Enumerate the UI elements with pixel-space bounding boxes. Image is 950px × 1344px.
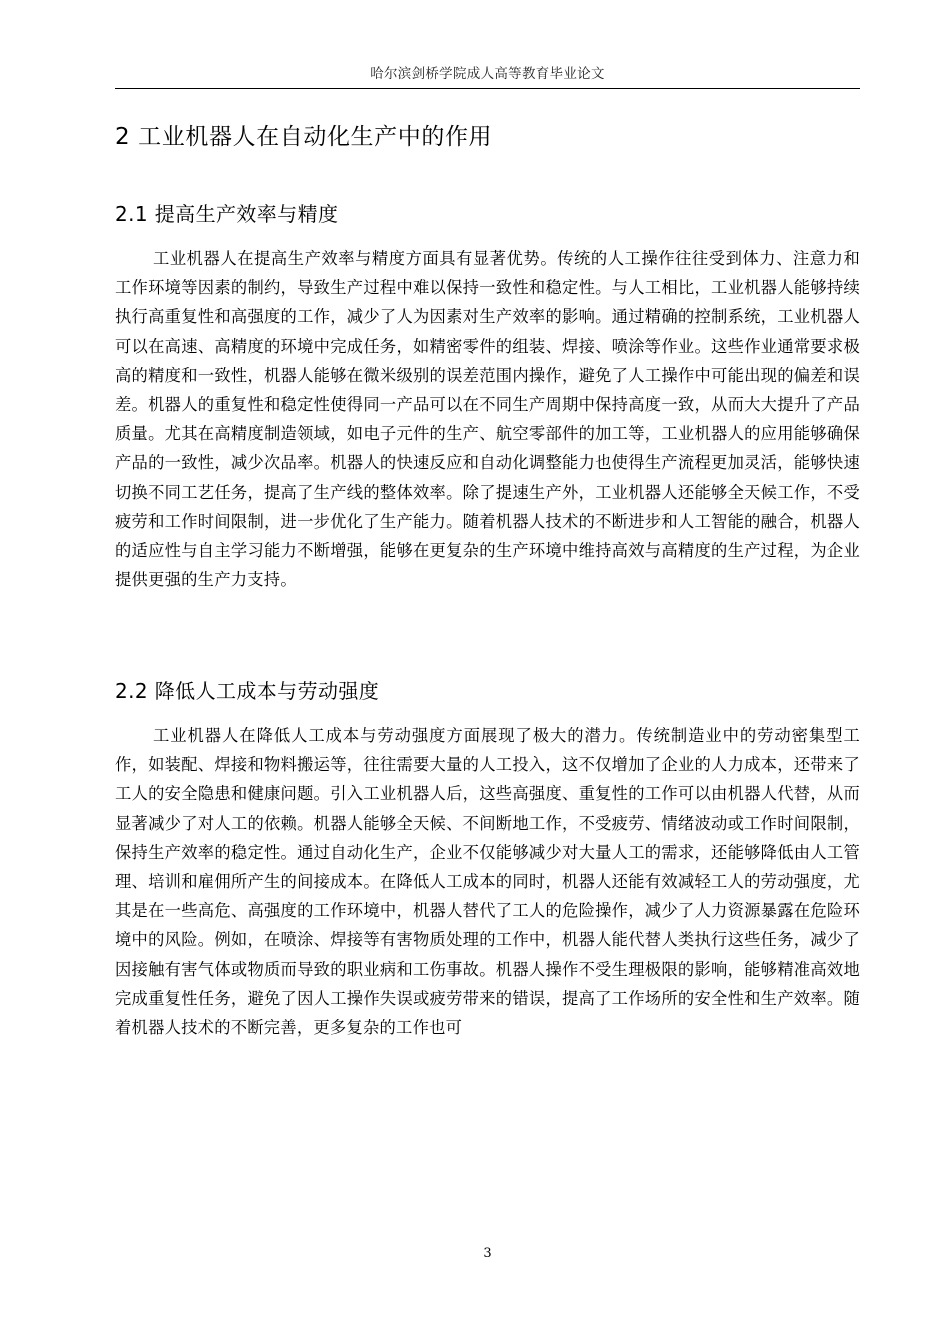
chapter-title: 2 工业机器人在自动化生产中的作用 — [115, 124, 493, 150]
section-paragraph-2-2: 工业机器人在降低人工成本与劳动强度方面展现了极大的潜力。传统制造业中的劳动密集型工作，如装配、焊接和物料搬运等，往往需要大量的人工投入，这不仅增加了企业的人力成本，还带来了工人的安全隐患和健康问题。引入工业机器人后，这些高强度、重复性的工作可以由机器人代替，从而显著减少了对人工的依赖。机器人能够全天候、不间断地工作，不受疲劳、情绪波动或工作时间限制，保持生产效率的稳定性。通过自动化生产，企业不仅能够减少对大量人工的需求，还能够降低由人工管理、培训和雇佣所产生的间接成本。在降低人工成本的同时，机器人还能有效减轻工人的劳动强度，尤其是在一些高危、高强度的工作环境中，机器人替代了工人的危险操作，减少了人力资源暴露在危险环境中的风险。例如，在喷涂、焊接等有害物质处理的工作中，机器人能代替人类执行这些任务，减少了因接触有害气体或物质而导致的职业病和工伤事故。机器人操作不受生理极限的影响，能够精准高效地完成重复性任务，避免了因人工操作失误或疲劳带来的错误，提高了工作场所的安全性和生产效率。随着机器人技术的不断完善，更多复杂的工作也可 — [115, 726, 860, 1038]
section-title-2-2: 2.2 降低人工成本与劳动强度 — [115, 679, 380, 703]
page-number: 3 — [483, 1246, 492, 1261]
header-rule — [115, 88, 860, 89]
running-header: 哈尔滨剑桥学院成人高等教育毕业论文 — [370, 66, 605, 82]
section-paragraph-2-1: 工业机器人在提高生产效率与精度方面具有显著优势。传统的人工操作往往受到体力、注意力和工作环境等因素的制约，导致生产过程中难以保持一致性和稳定性。与人工相比，工业机器人能够持续执行高重复性和高强度的工作，减少了人为因素对生产效率的影响。通过精确的控制系统，工业机器人可以在高速、高精度的环境中完成任务，如精密零件的组装、焊接、喷涂等作业。这些作业通常要求极高的精度和一致性，机器人能够在微米级别的误差范围内操作，避免了人工操作中可能出现的偏差和误差。机器人的重复性和稳定性使得同一产品可以在不同生产周期中保持高度一致，从而大大提升了产品质量。尤其在高精度制造领域，如电子元件的生产、航空零部件的加工等，工业机器人的应用能够确保产品的一致性，减少次品率。机器人的快速反应和自动化调整能力也使得生产流程更加灵活，能够快速切换不同工艺任务，提高了生产线的整体效率。除了提速生产外，工业机器人还能够全天候工作，不受疲劳和工作时间限制，进一步优化了生产能力。随着机器人技术的不断进步和人工智能的融合，机器人的适应性与自主学习能力不断增强，能够在更复杂的生产环境中维持高效与高精度的生产过程，为企业提供更强的生产力支持。 — [115, 249, 860, 590]
section-title-2-1: 2.1 提高生产效率与精度 — [115, 202, 339, 226]
